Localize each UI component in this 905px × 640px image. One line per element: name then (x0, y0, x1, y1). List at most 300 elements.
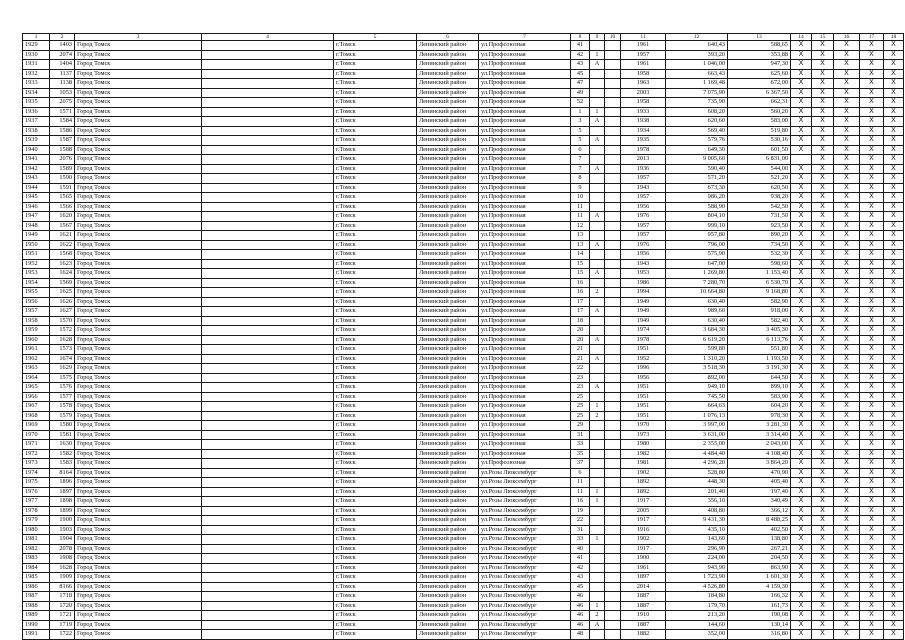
street-cell: ул.Розы Люксембург (479, 487, 571, 497)
building-number-cell (590, 630, 605, 640)
house-number-cell: 21 (571, 354, 590, 364)
street-cell: ул.Розы Люксембург (479, 516, 571, 526)
object-id-cell: 1587 (50, 136, 75, 146)
district-cell: Ленинский район (417, 193, 479, 203)
year-built-cell: 1958 (621, 98, 666, 108)
mark-14-cell: X (791, 468, 812, 478)
living-area-cell: 166,32 (728, 592, 791, 602)
locality-blank-cell (202, 592, 334, 602)
mark-16-cell: X (834, 592, 860, 602)
mark-17-cell: X (860, 459, 884, 469)
mark-15-cell: X (812, 269, 834, 279)
street-cell: ул.Профсоюзная (479, 145, 571, 155)
mark-18-cell: X (884, 459, 904, 469)
living-area-cell: 3 281,30 (728, 421, 791, 431)
letter-blank-cell (605, 345, 621, 355)
mark-17-cell: X (860, 212, 884, 222)
house-number-cell: 20 (571, 326, 590, 336)
city-cell: г.Томск (334, 269, 417, 279)
mark-17-cell: X (860, 592, 884, 602)
city-cell: г.Томск (334, 193, 417, 203)
letter-blank-cell (605, 459, 621, 469)
district-cell: Ленинский район (417, 212, 479, 222)
building-number-cell (590, 592, 605, 602)
mark-15-cell: X (812, 449, 834, 459)
year-built-cell: 1949 (621, 297, 666, 307)
locality-blank-cell (202, 155, 334, 165)
object-id-cell: 1583 (50, 459, 75, 469)
living-area-cell: 551,80 (728, 345, 791, 355)
building-number-cell: А (590, 117, 605, 127)
house-number-cell: 43 (571, 60, 590, 70)
district-cell: Ленинский район (417, 316, 479, 326)
letter-blank-cell (605, 259, 621, 269)
mark-18-cell: X (884, 98, 904, 108)
object-id-cell: 8164 (50, 468, 75, 478)
mark-16-cell: X (834, 364, 860, 374)
table-row (23, 316, 904, 326)
street-cell: ул.Профсоюзная (479, 373, 571, 383)
locality-blank-cell (202, 478, 334, 488)
mark-14-cell: X (791, 430, 812, 440)
living-area-cell: 672,00 (728, 79, 791, 89)
house-number-cell: 45 (571, 582, 590, 592)
table-row (23, 620, 904, 630)
living-area-cell: 6 831,00 (728, 155, 791, 165)
municipality-cell: Город Томск (75, 316, 202, 326)
total-area-cell: 10 664,80 (666, 288, 728, 298)
row-number-cell: 1961 (23, 345, 50, 355)
year-built-cell: 1951 (621, 402, 666, 412)
district-cell: Ленинский район (417, 620, 479, 630)
mark-18-cell: X (884, 316, 904, 326)
district-cell: Ленинский район (417, 468, 479, 478)
city-cell: г.Томск (334, 411, 417, 421)
total-area-cell: 957,80 (666, 231, 728, 241)
locality-blank-cell (202, 611, 334, 621)
total-area-cell: 1 046,00 (666, 60, 728, 70)
living-area-cell: 130,14 (728, 620, 791, 630)
mark-17-cell: X (860, 202, 884, 212)
table-row (23, 364, 904, 374)
living-area-cell: 863,90 (728, 563, 791, 573)
district-cell: Ленинский район (417, 535, 479, 545)
municipality-cell: Город Томск (75, 620, 202, 630)
city-cell: г.Томск (334, 145, 417, 155)
district-cell: Ленинский район (417, 525, 479, 535)
year-built-cell: 1938 (621, 117, 666, 127)
mark-18-cell: X (884, 50, 904, 60)
house-number-cell: 8 (571, 174, 590, 184)
year-built-cell: 1949 (621, 316, 666, 326)
mark-15-cell: X (812, 411, 834, 421)
total-area-cell: 579,76 (666, 136, 728, 146)
table-row (23, 50, 904, 60)
locality-blank-cell (202, 430, 334, 440)
house-number-cell: 31 (571, 430, 590, 440)
building-number-cell: А (590, 307, 605, 317)
district-cell: Ленинский район (417, 487, 479, 497)
mark-16-cell: X (834, 288, 860, 298)
mark-14-cell: X (791, 554, 812, 564)
total-area-cell: 620,60 (666, 117, 728, 127)
total-area-cell: 184,80 (666, 592, 728, 602)
mark-16-cell: X (834, 259, 860, 269)
total-area-cell: 356,10 (666, 497, 728, 507)
building-number-cell: А (590, 240, 605, 250)
mark-18-cell: X (884, 430, 904, 440)
mark-15-cell: X (812, 326, 834, 336)
mark-15-cell: X (812, 554, 834, 564)
mark-17-cell: X (860, 278, 884, 288)
building-number-cell (590, 174, 605, 184)
locality-blank-cell (202, 107, 334, 117)
municipality-cell: Город Томск (75, 98, 202, 108)
mark-14-cell: X (791, 402, 812, 412)
object-id-cell: 1899 (50, 506, 75, 516)
locality-blank-cell (202, 183, 334, 193)
mark-16-cell: X (834, 345, 860, 355)
living-area-cell: 267,21 (728, 544, 791, 554)
total-area-cell: 735,90 (666, 98, 728, 108)
house-number-cell: 46 (571, 611, 590, 621)
municipality-cell: Город Томск (75, 592, 202, 602)
mark-14-cell: X (791, 88, 812, 98)
object-id-cell: 1720 (50, 601, 75, 611)
year-built-cell: 1934 (621, 126, 666, 136)
street-cell: ул.Розы Люксембург (479, 506, 571, 516)
year-built-cell: 1957 (621, 221, 666, 231)
building-number-cell (590, 478, 605, 488)
street-cell: ул.Профсоюзная (479, 231, 571, 241)
row-number-cell: 1966 (23, 392, 50, 402)
row-number-cell: 1987 (23, 592, 50, 602)
row-number-cell: 1952 (23, 259, 50, 269)
mark-15-cell: X (812, 212, 834, 222)
letter-blank-cell (605, 620, 621, 630)
mark-17-cell: X (860, 487, 884, 497)
mark-17-cell: X (860, 183, 884, 193)
object-id-cell: 1897 (50, 487, 75, 497)
table-row (23, 231, 904, 241)
mark-14-cell: X (791, 506, 812, 516)
mark-16-cell: X (834, 516, 860, 526)
letter-blank-cell (605, 307, 621, 317)
street-cell: ул.Профсоюзная (479, 107, 571, 117)
locality-blank-cell (202, 69, 334, 79)
city-cell: г.Томск (334, 240, 417, 250)
district-cell: Ленинский район (417, 364, 479, 374)
mark-15-cell: X (812, 250, 834, 260)
municipality-cell: Город Томск (75, 193, 202, 203)
mark-17-cell: X (860, 497, 884, 507)
row-number-cell: 1938 (23, 126, 50, 136)
mark-17-cell: X (860, 573, 884, 583)
mark-17-cell: X (860, 525, 884, 535)
city-cell: г.Томск (334, 601, 417, 611)
year-built-cell: 1970 (621, 421, 666, 431)
letter-blank-cell (605, 79, 621, 89)
letter-blank-cell (605, 60, 621, 70)
mark-15-cell: X (812, 126, 834, 136)
city-cell: г.Томск (334, 487, 417, 497)
table-row (23, 288, 904, 298)
municipality-cell: Город Томск (75, 231, 202, 241)
mark-17-cell: X (860, 69, 884, 79)
municipality-cell: Город Томск (75, 278, 202, 288)
mark-16-cell: X (834, 535, 860, 545)
mark-14-cell: X (791, 383, 812, 393)
object-id-cell: 1630 (50, 440, 75, 450)
object-id-cell: 1908 (50, 554, 75, 564)
city-cell: г.Томск (334, 364, 417, 374)
mark-14-cell: X (791, 164, 812, 174)
year-built-cell: 1949 (621, 307, 666, 317)
table-row (23, 345, 904, 355)
locality-blank-cell (202, 554, 334, 564)
column-number-cell: 14 (791, 34, 812, 41)
mark-18-cell: X (884, 79, 904, 89)
mark-16-cell: X (834, 307, 860, 317)
house-number-cell: 3 (571, 117, 590, 127)
living-area-cell: 6 530,70 (728, 278, 791, 288)
row-number-cell: 1963 (23, 364, 50, 374)
mark-16-cell: X (834, 136, 860, 146)
city-cell: г.Томск (334, 183, 417, 193)
district-cell: Ленинский район (417, 155, 479, 165)
row-number-cell: 1986 (23, 582, 50, 592)
object-id-cell: 1627 (50, 307, 75, 317)
mark-16-cell: X (834, 126, 860, 136)
mark-15-cell: X (812, 354, 834, 364)
total-area-cell: 4 484,40 (666, 449, 728, 459)
street-cell: ул.Профсоюзная (479, 345, 571, 355)
row-number-cell: 1944 (23, 183, 50, 193)
total-area-cell: 943,90 (666, 563, 728, 573)
mark-15-cell: X (812, 41, 834, 51)
letter-blank-cell (605, 145, 621, 155)
city-cell: г.Томск (334, 107, 417, 117)
house-number-cell: 7 (571, 155, 590, 165)
row-number-cell: 1937 (23, 117, 50, 127)
city-cell: г.Томск (334, 354, 417, 364)
street-cell: ул.Профсоюзная (479, 183, 571, 193)
object-id-cell: 1566 (50, 202, 75, 212)
house-number-cell: 14 (571, 250, 590, 260)
municipality-cell: Город Томск (75, 60, 202, 70)
letter-blank-cell (605, 250, 621, 260)
object-id-cell: 1589 (50, 164, 75, 174)
city-cell: г.Томск (334, 136, 417, 146)
mark-17-cell: X (860, 364, 884, 374)
house-number-cell: 45 (571, 69, 590, 79)
municipality-cell: Город Томск (75, 535, 202, 545)
mark-16-cell: X (834, 79, 860, 89)
total-area-cell: 630,40 (666, 316, 728, 326)
locality-blank-cell (202, 88, 334, 98)
table-row (23, 440, 904, 450)
letter-blank-cell (605, 50, 621, 60)
municipality-cell: Город Томск (75, 468, 202, 478)
building-number-cell (590, 316, 605, 326)
mark-18-cell: X (884, 107, 904, 117)
mark-16-cell: X (834, 98, 860, 108)
mark-18-cell: X (884, 164, 904, 174)
district-cell: Ленинский район (417, 41, 479, 51)
total-area-cell: 588,90 (666, 202, 728, 212)
street-cell: ул.Розы Люксембург (479, 592, 571, 602)
mark-15-cell: X (812, 69, 834, 79)
municipality-cell: Город Томск (75, 506, 202, 516)
locality-blank-cell (202, 525, 334, 535)
locality-blank-cell (202, 288, 334, 298)
total-area-cell: 1 723,90 (666, 573, 728, 583)
mark-14-cell: X (791, 335, 812, 345)
district-cell: Ленинский район (417, 373, 479, 383)
mark-15-cell: X (812, 136, 834, 146)
mark-17-cell: X (860, 478, 884, 488)
table-row (23, 611, 904, 621)
house-number-cell: 46 (571, 620, 590, 630)
row-number-cell: 1970 (23, 430, 50, 440)
municipality-cell: Город Томск (75, 525, 202, 535)
mark-15-cell: X (812, 364, 834, 374)
living-area-cell: 4 108,40 (728, 449, 791, 459)
object-id-cell: 1623 (50, 259, 75, 269)
letter-blank-cell (605, 326, 621, 336)
object-id-cell: 1582 (50, 449, 75, 459)
city-cell: г.Томск (334, 449, 417, 459)
mark-15-cell: X (812, 202, 834, 212)
mark-16-cell: X (834, 117, 860, 127)
living-area-cell: 1 153,40 (728, 269, 791, 279)
total-area-cell: 949,10 (666, 383, 728, 393)
house-number-cell: 5 (571, 126, 590, 136)
mark-16-cell: X (834, 611, 860, 621)
letter-blank-cell (605, 126, 621, 136)
living-area-cell: 731,50 (728, 212, 791, 222)
mark-18-cell: X (884, 307, 904, 317)
object-id-cell: 1569 (50, 278, 75, 288)
building-number-cell (590, 440, 605, 450)
table-row (23, 202, 904, 212)
mark-14-cell: X (791, 183, 812, 193)
living-area-cell: 8 488,25 (728, 516, 791, 526)
street-cell: ул.Розы Люксембург (479, 535, 571, 545)
mark-16-cell: X (834, 449, 860, 459)
locality-blank-cell (202, 259, 334, 269)
district-cell: Ленинский район (417, 459, 479, 469)
building-number-cell (590, 544, 605, 554)
letter-blank-cell (605, 544, 621, 554)
mark-15-cell: X (812, 392, 834, 402)
living-area-cell: 3 864,20 (728, 459, 791, 469)
year-built-cell: 1996 (621, 364, 666, 374)
house-number-cell: 33 (571, 440, 590, 450)
building-number-cell (590, 468, 605, 478)
building-number-cell (590, 202, 605, 212)
letter-blank-cell (605, 573, 621, 583)
mark-18-cell: X (884, 240, 904, 250)
letter-blank-cell (605, 402, 621, 412)
mark-17-cell: X (860, 88, 884, 98)
street-cell: ул.Профсоюзная (479, 69, 571, 79)
municipality-cell: Город Томск (75, 392, 202, 402)
total-area-cell: 796,00 (666, 240, 728, 250)
table-row (23, 98, 904, 108)
object-id-cell: 1718 (50, 592, 75, 602)
locality-blank-cell (202, 98, 334, 108)
mark-17-cell: X (860, 630, 884, 640)
mark-16-cell: X (834, 563, 860, 573)
municipality-cell: Город Томск (75, 544, 202, 554)
table-row (23, 411, 904, 421)
mark-18-cell: X (884, 402, 904, 412)
city-cell: г.Томск (334, 611, 417, 621)
total-area-cell: 664,63 (666, 402, 728, 412)
letter-blank-cell (605, 231, 621, 241)
building-number-cell (590, 155, 605, 165)
living-area-cell: 353,88 (728, 50, 791, 60)
mark-18-cell: X (884, 516, 904, 526)
mark-18-cell: X (884, 212, 904, 222)
year-built-cell: 1976 (621, 212, 666, 222)
object-id-cell: 1628 (50, 335, 75, 345)
locality-blank-cell (202, 506, 334, 516)
year-built-cell: 1933 (621, 107, 666, 117)
table-row (23, 630, 904, 640)
district-cell: Ленинский район (417, 297, 479, 307)
letter-blank-cell (605, 98, 621, 108)
locality-blank-cell (202, 345, 334, 355)
row-number-cell: 1946 (23, 202, 50, 212)
house-number-cell: 43 (571, 573, 590, 583)
object-id-cell: 1581 (50, 430, 75, 440)
locality-blank-cell (202, 630, 334, 640)
house-number-cell: 29 (571, 421, 590, 431)
total-area-cell: 224,00 (666, 554, 728, 564)
table-row (23, 136, 904, 146)
locality-blank-cell (202, 79, 334, 89)
building-number-cell (590, 250, 605, 260)
year-built-cell: 1961 (621, 41, 666, 51)
letter-blank-cell (605, 525, 621, 535)
object-id-cell: 1586 (50, 126, 75, 136)
column-number-cell: 17 (860, 34, 884, 41)
table-row (23, 478, 904, 488)
mark-14-cell: X (791, 50, 812, 60)
district-cell: Ленинский район (417, 392, 479, 402)
house-number-cell: 17 (571, 307, 590, 317)
mark-16-cell: X (834, 620, 860, 630)
building-number-cell: 1 (590, 50, 605, 60)
object-id-cell: 1719 (50, 620, 75, 630)
table-row (23, 79, 904, 89)
living-area-cell: 3 314,40 (728, 430, 791, 440)
mark-18-cell: X (884, 554, 904, 564)
mark-16-cell: X (834, 297, 860, 307)
house-number-cell: 16 (571, 278, 590, 288)
building-number-cell (590, 582, 605, 592)
year-built-cell: 2014 (621, 582, 666, 592)
letter-blank-cell (605, 164, 621, 174)
object-id-cell: 2078 (50, 544, 75, 554)
mark-18-cell: X (884, 592, 904, 602)
building-number-cell (590, 69, 605, 79)
municipality-cell: Город Томск (75, 402, 202, 412)
table-row (23, 535, 904, 545)
living-area-cell: 598,60 (728, 259, 791, 269)
